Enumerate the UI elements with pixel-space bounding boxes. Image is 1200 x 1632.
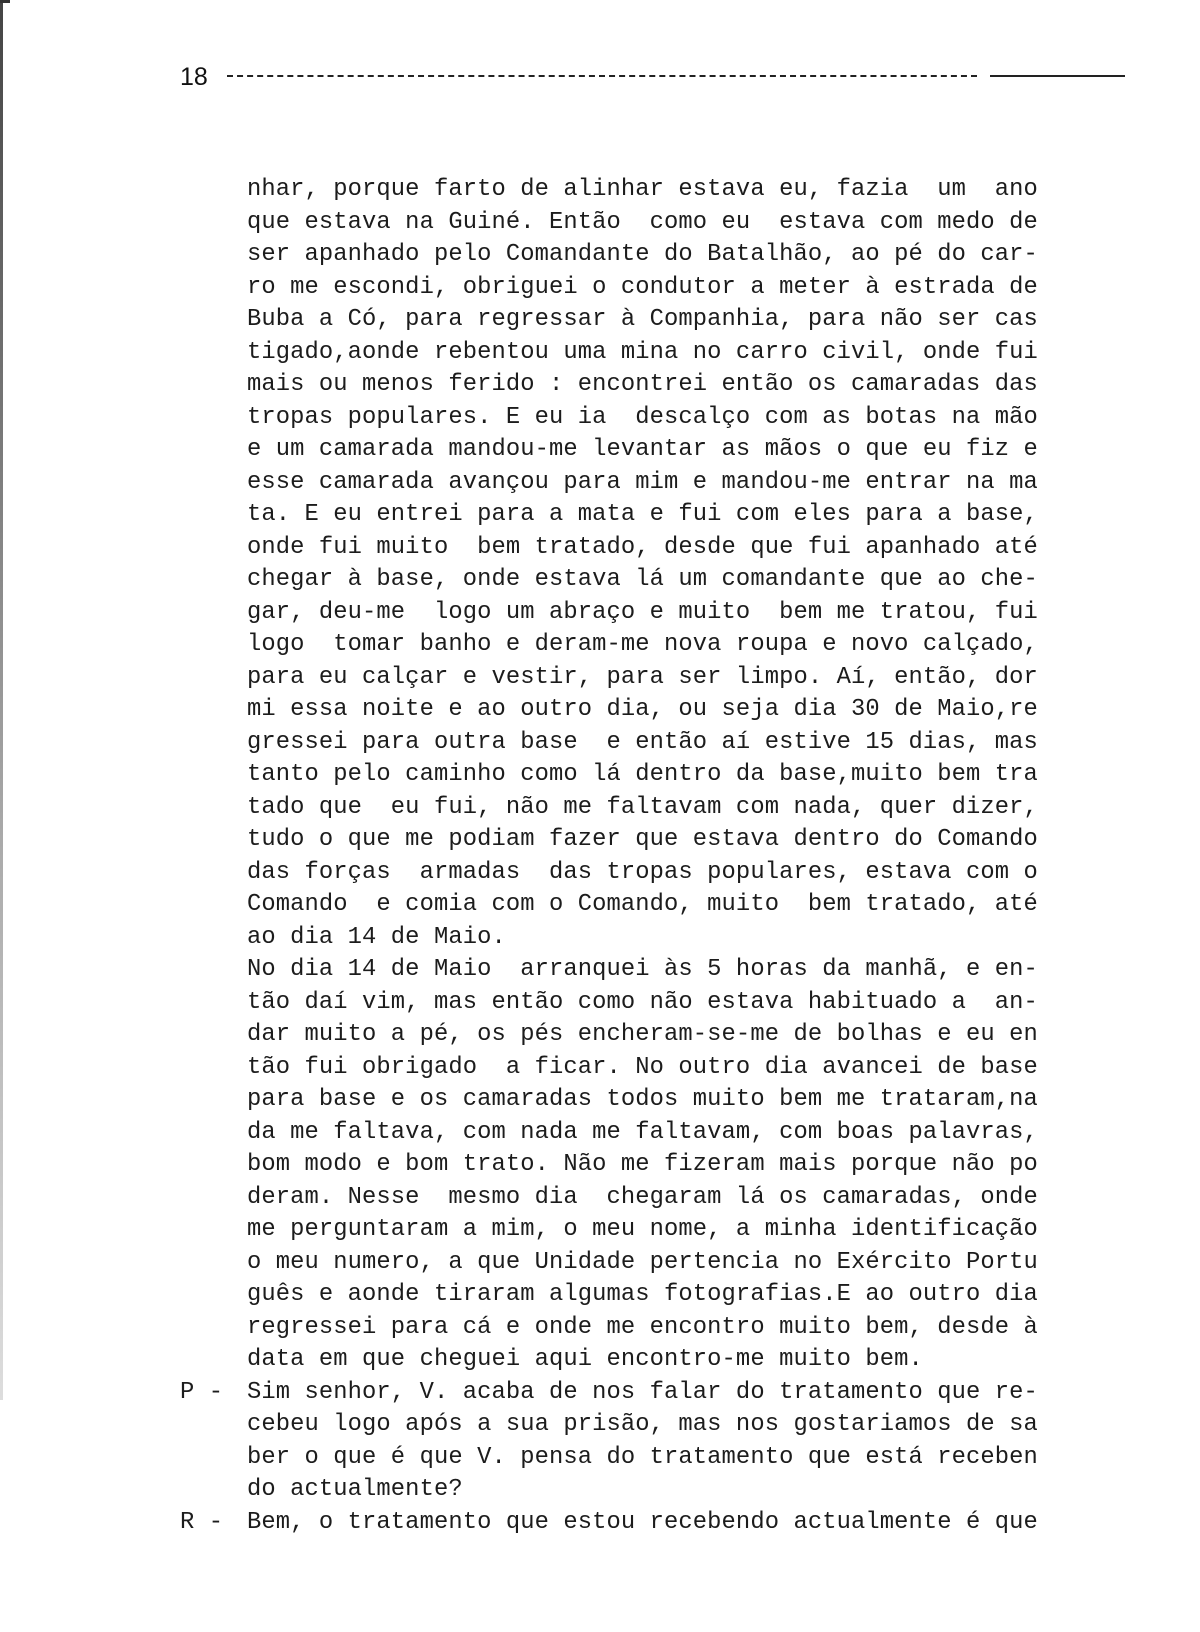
speaker-marker: P - xyxy=(180,1378,224,1406)
line-text: bom modo e bom trato. Não me fizeram mais porque não po xyxy=(247,1151,1038,1178)
text-line xyxy=(180,1214,1110,1247)
text-line xyxy=(180,369,1110,402)
line-text: para base e os camaradas todos muito bem me trataram,na xyxy=(247,1086,1038,1113)
line-text: tropas populares. E eu ia descalço com as botas na mão xyxy=(247,403,1038,431)
text-line xyxy=(180,1019,1110,1052)
text-line xyxy=(180,272,1110,305)
text-line xyxy=(180,857,1110,890)
line-text: mi essa noite e ao outro dia, ou seja dia 30 de Maio,re xyxy=(247,696,1038,723)
line-text: tudo o que me podiam fazer que estava dentro do Comando xyxy=(247,826,1038,853)
text-line xyxy=(180,239,1110,272)
line-text: cebeu logo após a sua prisão, mas nos gostariamos de sa xyxy=(247,1411,1038,1438)
text-line xyxy=(180,597,1110,630)
speaker-marker: R - xyxy=(180,1508,224,1536)
text-line xyxy=(180,1312,1110,1345)
line-text: ber o que é que V. pensa do tratamento que está receben xyxy=(247,1443,1038,1471)
text-line xyxy=(180,564,1110,597)
text-line xyxy=(180,759,1110,792)
line-text: No dia 14 de Maio arranquei às 5 horas da manhã, e en- xyxy=(247,956,1038,983)
text-line xyxy=(180,727,1110,760)
text-line xyxy=(180,694,1110,727)
line-text: mais ou menos ferido : encontrei então os camaradas das xyxy=(247,371,1038,398)
text-line xyxy=(180,629,1110,662)
line-text: me perguntaram a mim, o meu nome, a minha identificação xyxy=(247,1216,1038,1243)
text-line xyxy=(180,499,1110,532)
line-text: para eu calçar e vestir, para ser limpo. Aí, então, dor xyxy=(247,663,1038,691)
text-line xyxy=(180,467,1110,500)
text-line xyxy=(180,304,1110,337)
text-line xyxy=(180,1149,1110,1182)
line-text: tão daí vim, mas então como não estava habituado a an- xyxy=(247,988,1038,1016)
line-text: ser apanhado pelo Comandante do Batalhão, ao pé do car- xyxy=(247,241,1038,268)
header-rule xyxy=(227,75,977,77)
line-text: tigado,aonde rebentou uma mina no carro civil, onde fui xyxy=(247,338,1038,366)
line-text: das forças armadas das tropas populares, estava com o xyxy=(247,858,1038,886)
page-number: 18 xyxy=(180,63,208,91)
text-line xyxy=(180,1279,1110,1312)
line-text: dar muito a pé, os pés encheram-se-me de bolhas e eu en xyxy=(247,1021,1038,1048)
speaker-line xyxy=(180,1507,1110,1540)
text-line xyxy=(180,922,1110,955)
line-text: onde fui muito bem tratado, desde que fui apanhado até xyxy=(247,533,1038,561)
page-edge xyxy=(0,0,3,1400)
line-text: da me faltava, com nada me faltavam, com boas palavras, xyxy=(247,1118,1038,1146)
text-line xyxy=(180,402,1110,435)
text-line xyxy=(180,337,1110,370)
line-text: chegar à base, onde estava lá um comandante que ao che- xyxy=(247,566,1038,593)
text-line xyxy=(180,434,1110,467)
line-text: esse camarada avançou para mim e mandou-me entrar na ma xyxy=(247,468,1038,496)
text-line xyxy=(180,987,1110,1020)
line-text: ta. E eu entrei para a mata e fui com eles para a base, xyxy=(247,501,1038,528)
line-text: o meu numero, a que Unidade pertencia no Exército Portu xyxy=(247,1248,1038,1276)
line-text: ao dia 14 de Maio. xyxy=(247,923,506,951)
line-text: Comando e comia com o Comando, muito bem tratado, até xyxy=(247,891,1038,918)
text-line xyxy=(180,662,1110,695)
header-rule-end xyxy=(990,75,1125,77)
line-text: tão fui obrigado a ficar. No outro dia avancei de base xyxy=(247,1053,1038,1081)
text-line xyxy=(180,1409,1110,1442)
page-corner-mark xyxy=(0,0,10,3)
text-line xyxy=(180,1247,1110,1280)
transcript-body xyxy=(180,174,1110,1539)
text-line xyxy=(180,824,1110,857)
text-line xyxy=(180,1344,1110,1377)
speaker-line xyxy=(180,1377,1110,1410)
line-text: do actualmente? xyxy=(247,1476,463,1503)
line-text: gar, deu-me logo um abraço e muito bem me tratou, fui xyxy=(247,598,1038,626)
line-text: e um camarada mandou-me levantar as mãos o que eu fiz e xyxy=(247,436,1038,463)
text-line xyxy=(180,1442,1110,1475)
text-line xyxy=(180,889,1110,922)
text-line xyxy=(180,1052,1110,1085)
page-header xyxy=(180,62,1125,94)
line-text: que estava na Guiné. Então como eu estava com medo de xyxy=(247,208,1038,236)
text-line xyxy=(180,792,1110,825)
line-text: ro me escondi, obriguei o condutor a meter à estrada de xyxy=(247,273,1038,301)
line-text: Bem, o tratamento que estou recebendo actualmente é que xyxy=(247,1508,1038,1536)
text-line xyxy=(180,1474,1110,1507)
line-text: deram. Nesse mesmo dia chegaram lá os camaradas, onde xyxy=(247,1183,1038,1211)
line-text: logo tomar banho e deram-me nova roupa e novo calçado, xyxy=(247,631,1038,658)
line-text: nhar, porque farto de alinhar estava eu, fazia um ano xyxy=(247,176,1038,203)
text-line xyxy=(180,207,1110,240)
text-line xyxy=(180,1182,1110,1215)
line-text: Sim senhor, V. acaba de nos falar do tratamento que re- xyxy=(247,1378,1038,1406)
text-line xyxy=(180,1117,1110,1150)
line-text: tado que eu fui, não me faltavam com nada, quer dizer, xyxy=(247,793,1038,821)
line-text: regressei para cá e onde me encontro muito bem, desde à xyxy=(247,1313,1038,1341)
text-line xyxy=(180,1084,1110,1117)
line-text: data em que cheguei aqui encontro-me muito bem. xyxy=(247,1346,923,1373)
line-text: Buba a Có, para regressar à Companhia, para não ser cas xyxy=(247,306,1038,333)
line-text: tanto pelo caminho como lá dentro da base,muito bem tra xyxy=(247,761,1038,788)
text-line xyxy=(180,174,1110,207)
line-text: guês e aonde tiraram algumas fotografias.E ao outro dia xyxy=(247,1281,1038,1308)
text-line xyxy=(180,954,1110,987)
text-line xyxy=(180,532,1110,565)
line-text: gressei para outra base e então aí estive 15 dias, mas xyxy=(247,728,1038,756)
